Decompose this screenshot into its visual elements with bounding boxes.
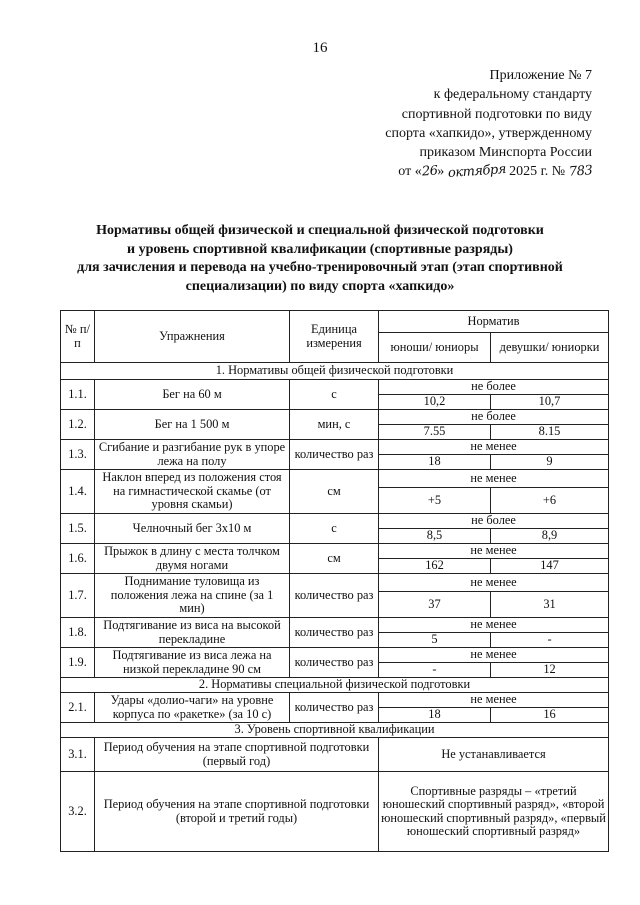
norm-condition: не более bbox=[379, 380, 609, 395]
title-line: и уровень спортивной квалификации (спортивные разряды) bbox=[127, 241, 513, 257]
girls-value: 9 bbox=[491, 455, 609, 470]
girls-value: 10,7 bbox=[491, 395, 609, 410]
norm-condition: не более bbox=[379, 410, 609, 425]
order-date-line bbox=[352, 162, 592, 181]
unit: с bbox=[290, 514, 379, 544]
exercise-name: Прыжок в длину с места толчком двумя ногами bbox=[95, 544, 290, 574]
handwritten-month: октября bbox=[447, 162, 507, 182]
title-line: Нормативы общей физической и специальной физической подготовки bbox=[96, 223, 544, 238]
qualification-value: Не устанавливается bbox=[379, 738, 609, 772]
exercise-name: Наклон вперед из положения стоя на гимнастической скамье (от уровня скамьи) bbox=[95, 470, 290, 514]
handwritten-day: 26 bbox=[421, 163, 438, 181]
row-num: 2.1. bbox=[61, 693, 95, 723]
date-prefix: от « bbox=[398, 164, 422, 180]
unit: количество раз bbox=[290, 440, 379, 470]
exercise-name: Бег на 1 500 м bbox=[95, 410, 290, 440]
qualification-value: Спортивные разряды – «третий юношеский спортивный разряд», «второй юношеский спортивный разряд», «первый юношеский спортивный разряд» bbox=[379, 772, 609, 852]
norm-condition: не менее bbox=[379, 470, 609, 488]
boys-value: 18 bbox=[379, 708, 491, 723]
period-name: Период обучения на этапе спортивной подготовки (второй и третий годы) bbox=[95, 772, 379, 852]
boys-value: 8,5 bbox=[379, 529, 491, 544]
section-title: 3. Уровень спортивной квалификации bbox=[61, 723, 609, 738]
boys-value: 10,2 bbox=[379, 395, 491, 410]
girls-value: 12 bbox=[491, 663, 609, 678]
title-line: для зачисления и перевода на учебно-тренировочный этап (этап спортивной bbox=[77, 260, 563, 275]
boys-value: - bbox=[379, 663, 491, 678]
unit: см bbox=[290, 544, 379, 574]
unit: количество раз bbox=[290, 618, 379, 648]
norm-condition: не менее bbox=[379, 544, 609, 559]
row-num: 3.2. bbox=[61, 772, 95, 852]
row-num: 1.1. bbox=[61, 380, 95, 410]
appendix-block bbox=[352, 66, 592, 182]
girls-value: 8,9 bbox=[491, 529, 609, 544]
exercise-name: Подтягивание из виса лежа на низкой перекладине 90 см bbox=[95, 648, 290, 678]
unit: количество раз bbox=[290, 693, 379, 723]
boys-value: 5 bbox=[379, 633, 491, 648]
norms-table bbox=[60, 310, 609, 852]
appendix-line: приказом Минспорта России bbox=[419, 145, 592, 161]
unit: количество раз bbox=[290, 574, 379, 618]
girls-value: 147 bbox=[491, 559, 609, 574]
header-unit: Единица измерения bbox=[290, 311, 379, 363]
unit: с bbox=[290, 380, 379, 410]
appendix-line: спорта «хапкидо», утвержденному bbox=[385, 125, 592, 141]
girls-value: 31 bbox=[491, 592, 609, 618]
row-num: 1.4. bbox=[61, 470, 95, 514]
unit: мин, с bbox=[290, 410, 379, 440]
norm-condition: не менее bbox=[379, 648, 609, 663]
girls-value: 16 bbox=[491, 708, 609, 723]
boys-value: 18 bbox=[379, 455, 491, 470]
handwritten-number: 783 bbox=[568, 163, 593, 181]
title-line: специализации) по виду спорта «хапкидо» bbox=[185, 278, 455, 294]
boys-value: 162 bbox=[379, 559, 491, 574]
girls-value: 8.15 bbox=[491, 425, 609, 440]
exercise-name: Сгибание и разгибание рук в упоре лежа на полу bbox=[95, 440, 290, 470]
date-mid: » bbox=[437, 164, 448, 180]
girls-value: - bbox=[491, 633, 609, 648]
row-num: 3.1. bbox=[61, 738, 95, 772]
row-num: 1.3. bbox=[61, 440, 95, 470]
appendix-line: к федеральному стандарту bbox=[433, 87, 592, 103]
norm-condition: не более bbox=[379, 514, 609, 529]
norm-condition: не менее bbox=[379, 693, 609, 708]
exercise-name: Челночный бег 3х10 м bbox=[95, 514, 290, 544]
row-num: 1.7. bbox=[61, 574, 95, 618]
norm-condition: не менее bbox=[379, 440, 609, 455]
norm-condition: не менее bbox=[379, 574, 609, 592]
row-num: 1.8. bbox=[61, 618, 95, 648]
exercise-name: Бег на 60 м bbox=[95, 380, 290, 410]
exercise-name: Поднимание туловища из положения лежа на спине (за 1 мин) bbox=[95, 574, 290, 618]
section-title: 1. Нормативы общей физической подготовки bbox=[61, 363, 609, 380]
header-norm: Норматив bbox=[379, 311, 609, 333]
header-exercise: Упражнения bbox=[95, 311, 290, 363]
document-title bbox=[40, 222, 600, 296]
boys-value: +5 bbox=[379, 488, 491, 514]
appendix-line: спортивной подготовки по виду bbox=[401, 106, 592, 122]
header-girls: девушки/ юниорки bbox=[491, 333, 609, 363]
header-num: № п/п bbox=[61, 311, 95, 363]
year-text: 2025 г. № bbox=[505, 164, 569, 180]
boys-value: 7.55 bbox=[379, 425, 491, 440]
header-boys: юноши/ юниоры bbox=[379, 333, 491, 363]
unit: см bbox=[290, 470, 379, 514]
unit: количество раз bbox=[290, 648, 379, 678]
exercise-name: Подтягивание из виса на высокой перекладине bbox=[95, 618, 290, 648]
row-num: 1.6. bbox=[61, 544, 95, 574]
page-number: 16 bbox=[312, 40, 328, 56]
boys-value: 37 bbox=[379, 592, 491, 618]
girls-value: +6 bbox=[491, 488, 609, 514]
row-num: 1.2. bbox=[61, 410, 95, 440]
row-num: 1.5. bbox=[61, 514, 95, 544]
norm-condition: не менее bbox=[379, 618, 609, 633]
exercise-name: Удары «долио-чаги» на уровне корпуса по «ракетке» (за 10 с) bbox=[95, 693, 290, 723]
appendix-line: Приложение № 7 bbox=[489, 68, 592, 83]
row-num: 1.9. bbox=[61, 648, 95, 678]
section-title: 2. Нормативы специальной физической подготовки bbox=[61, 678, 609, 693]
period-name: Период обучения на этапе спортивной подготовки (первый год) bbox=[95, 738, 379, 772]
